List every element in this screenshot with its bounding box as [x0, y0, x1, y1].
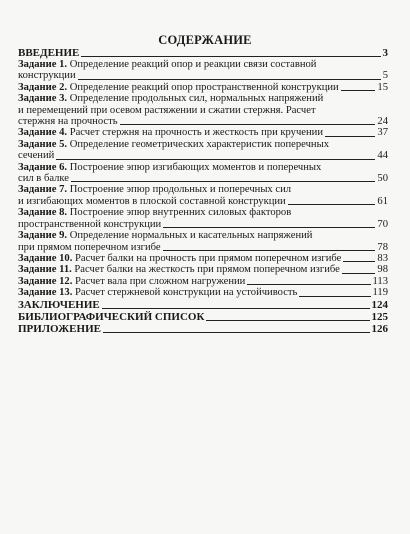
toc-page-number: 24 — [377, 116, 388, 128]
toc-entry[interactable] — [18, 323, 388, 335]
toc-leader-line — [163, 227, 375, 228]
toc-entry-label: Задание 10. — [18, 252, 73, 264]
toc-entry-text: Расчет стержневой конструкции на устойчивость — [72, 287, 298, 299]
toc-entry-text: стержня на прочность — [18, 116, 118, 128]
toc-leader-line — [56, 159, 375, 160]
toc-page-number: 126 — [371, 322, 388, 335]
toc-entry-text: ВВЕДЕНИЕ — [18, 47, 80, 59]
toc-leader-line — [342, 273, 376, 274]
toc-entry-text: Построение эпюр внутренних силовых факторов — [67, 207, 292, 219]
page-title: СОДЕРЖАНИЕ — [158, 33, 252, 47]
toc-leader-line — [103, 332, 370, 333]
toc-entry-text: сил в балке — [18, 173, 70, 185]
toc-page-number: 125 — [371, 310, 388, 323]
toc-entry[interactable] — [18, 207, 388, 230]
toc-leader-line — [163, 250, 376, 251]
toc-entry[interactable] — [18, 162, 388, 185]
toc-entry-label: Задание 7. — [18, 184, 68, 196]
toc-entry-text: конструкции — [18, 70, 76, 82]
toc-entry-text: Определение нормальных и касательных напряжений — [67, 230, 313, 242]
toc-entry-text: при прямом поперечном изгибе — [18, 241, 161, 253]
toc-page-number: 3 — [382, 47, 388, 59]
toc-entry[interactable] — [18, 47, 388, 59]
toc-entry-text: Определение реакций опор пространственной конструкции — [67, 81, 339, 93]
toc-entry-label: Задание 6. — [18, 161, 68, 173]
toc-entry[interactable] — [18, 253, 388, 264]
toc-entry-text: Расчет балки на жесткость при прямом поперечном изгибе — [71, 264, 340, 276]
toc-entry-text: БИБЛИОГРАФИЧЕСКИЙ СПИСОК — [18, 310, 205, 323]
toc-leader-line — [247, 284, 370, 285]
toc-entry-text: Расчет стержня на прочность и жесткость при кручении — [67, 127, 324, 139]
toc-entry[interactable] — [18, 276, 388, 287]
toc-leader-line — [343, 261, 375, 262]
toc-entry-text: Определение геометрических характеристик поперечных — [67, 138, 329, 150]
toc-entry-label: Задание 3. — [18, 93, 68, 105]
toc-entry[interactable] — [18, 230, 388, 253]
toc-entry[interactable] — [18, 264, 388, 275]
toc-entry-text: Определение продольных сил, нормальных напряжений — [67, 93, 324, 105]
toc-page-number: 83 — [377, 252, 388, 264]
toc-entry[interactable] — [18, 127, 388, 138]
toc-page-number: 78 — [377, 241, 388, 253]
toc-entry[interactable] — [18, 184, 388, 207]
toc-entry-text: Расчет вала при сложном нагружении — [72, 275, 246, 287]
table-of-contents — [18, 47, 388, 335]
toc-page-number: 37 — [377, 127, 388, 139]
toc-entry-text: Построение эпюр продольных и поперечных сил — [67, 184, 292, 196]
toc-entry-label: Задание 8. — [18, 207, 68, 219]
toc-entry[interactable] — [18, 139, 388, 162]
toc-entry-text: Построение эпюр изгибающих моментов и поперечных — [67, 161, 322, 173]
toc-entry-label: Задание 12. — [18, 275, 73, 287]
toc-page-number: 119 — [372, 287, 388, 299]
toc-page-number: 70 — [377, 218, 388, 230]
toc-entry-text: пространственной конструкции — [18, 218, 162, 230]
toc-entry-label: Задание 5. — [18, 138, 68, 150]
toc-page-number: 5 — [382, 70, 388, 82]
toc-entry[interactable] — [18, 93, 388, 127]
toc-entry-text: сечений — [18, 150, 55, 162]
toc-entry-label: Задание 11. — [18, 264, 72, 276]
toc-entry-text: Расчет балки на прочность при прямом поперечном изгибе — [72, 252, 342, 264]
toc-leader-line — [102, 308, 370, 309]
toc-leader-line — [299, 296, 370, 297]
toc-page-number: 44 — [377, 150, 388, 162]
toc-leader-line — [78, 79, 381, 80]
toc-leader-line — [81, 56, 380, 57]
toc-entry[interactable] — [18, 82, 388, 93]
toc-entry-text: ЗАКЛЮЧЕНИЕ — [18, 298, 100, 311]
toc-page-number: 98 — [377, 264, 388, 276]
toc-leader-line — [206, 320, 369, 321]
toc-page-number: 113 — [372, 275, 388, 287]
toc-entry-text: и перемещений при осевом растяжении и сжатии стержня. Расчет — [18, 104, 316, 116]
toc-leader-line — [288, 204, 376, 205]
toc-entry[interactable] — [18, 299, 388, 311]
toc-page-number: 61 — [377, 195, 388, 207]
toc-leader-line — [325, 136, 375, 137]
toc-page-number: 124 — [371, 298, 388, 311]
toc-entry-text: Определение реакций опор и реакции связи составной — [67, 59, 317, 70]
toc-entry-label: Задание 9. — [18, 230, 68, 242]
toc-page-number: 15 — [377, 81, 388, 93]
toc-entry-label: Задание 1. — [18, 59, 68, 70]
toc-entry-label: Задание 4. — [18, 127, 68, 139]
toc-leader-line — [71, 181, 375, 182]
toc-leader-line — [120, 124, 376, 125]
toc-page-number: 50 — [377, 173, 388, 185]
toc-entry-label: Задание 2. — [18, 81, 68, 93]
toc-entry-text: и изгибающих моментов в плоской составной конструкции — [18, 195, 286, 207]
toc-entry[interactable] — [18, 287, 388, 298]
toc-entry-label: Задание 13. — [18, 287, 73, 299]
toc-entry[interactable] — [18, 59, 388, 82]
toc-leader-line — [341, 90, 376, 91]
toc-entry-text: ПРИЛОЖЕНИЕ — [18, 322, 101, 335]
toc-entry[interactable] — [18, 311, 388, 323]
